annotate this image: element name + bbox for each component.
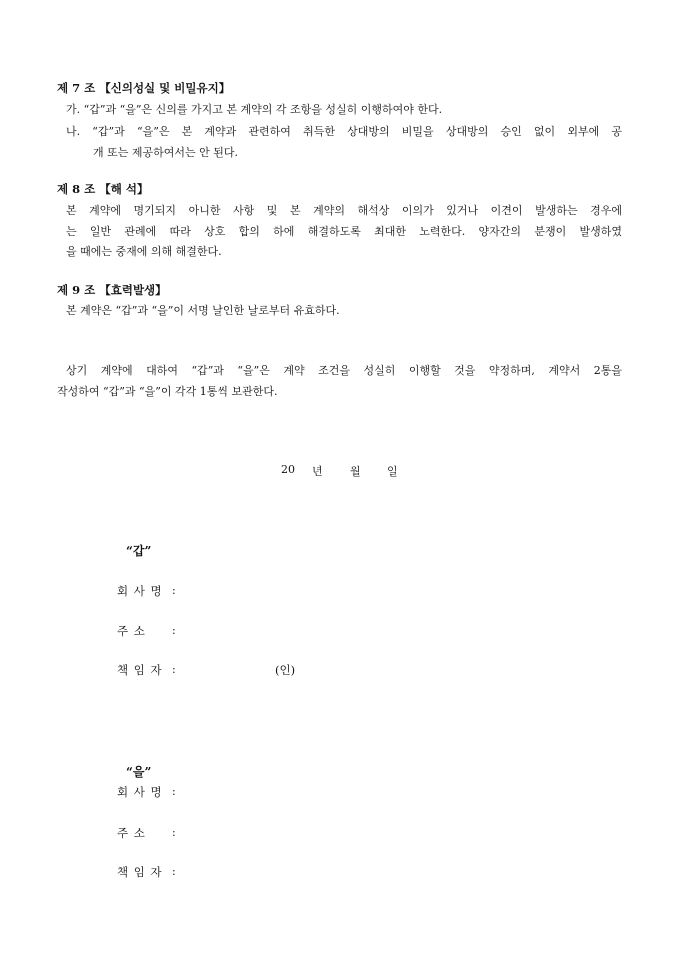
- article-9-line-1: 본 계약은 “갑”과 “을”이 서명 날인한 날로부터 유효하다.: [66, 304, 340, 317]
- party-b-company-label: 회 사 명: [117, 785, 163, 799]
- date-month-unit: 월: [350, 465, 361, 478]
- party-b-address-colon: :: [172, 826, 176, 839]
- party-b-address-label: 주 소: [117, 826, 146, 840]
- article-7-clause-b: 나. “갑”과 “을”은 본 계약과 관련하여 취득한 상대방의 비밀을 상대방의 승인 없이 외부에 공: [66, 125, 622, 138]
- party-a-company-label: 회 사 명: [117, 584, 163, 598]
- party-a-representative-colon: :: [172, 663, 176, 676]
- article-7-heading: 제 7 조 【신의성실 및 비밀유지】: [57, 81, 231, 95]
- article-8-line-2: 는 일반 관례에 따라 상호 합의 하에 해결하도록 최대한 노력한다. 양자간의 분쟁이 발생하였: [66, 225, 622, 238]
- closing-line-2: 작성하여 “갑”과 “을”이 각각 1통씩 보관한다.: [57, 385, 278, 398]
- party-b-company-colon: :: [172, 785, 176, 798]
- party-b-name: “을”: [126, 765, 152, 779]
- date-year-unit: 년: [312, 465, 323, 478]
- party-a-seal-mark: (인): [275, 663, 296, 677]
- party-a-company-colon: :: [172, 584, 176, 597]
- date-year-prefix: 20: [281, 463, 295, 476]
- article-7-clause-a: 가. “갑”과 “을”은 신의를 가지고 본 계약의 각 조항을 성실히 이행하여야 한다.: [66, 103, 443, 116]
- article-8-line-3: 을 때에는 중재에 의해 해결한다.: [66, 245, 222, 258]
- party-b-representative-colon: :: [172, 865, 176, 878]
- party-a-representative-label: 책 임 자: [117, 663, 163, 677]
- party-a-name: “갑”: [126, 544, 152, 558]
- article-7-clause-b-continued: 개 또는 제공하여서는 안 된다.: [93, 146, 238, 159]
- article-9-heading: 제 9 조 【효력발생】: [57, 283, 167, 297]
- closing-line-1: 상기 계약에 대하여 “갑”과 “을”은 계약 조건을 성실히 이행할 것을 약정하며, 계약서 2통을: [66, 364, 622, 377]
- article-8-line-1: 본 계약에 명기되지 아니한 사항 및 본 계약의 해석상 이의가 있거나 이견이 발생하는 경우에: [66, 204, 622, 217]
- party-a-address-colon: :: [172, 624, 176, 637]
- date-day-unit: 일: [387, 465, 398, 478]
- party-a-address-label: 주 소: [117, 624, 146, 638]
- party-b-representative-label: 책 임 자: [117, 865, 163, 879]
- article-8-heading: 제 8 조 【해 석】: [57, 182, 149, 196]
